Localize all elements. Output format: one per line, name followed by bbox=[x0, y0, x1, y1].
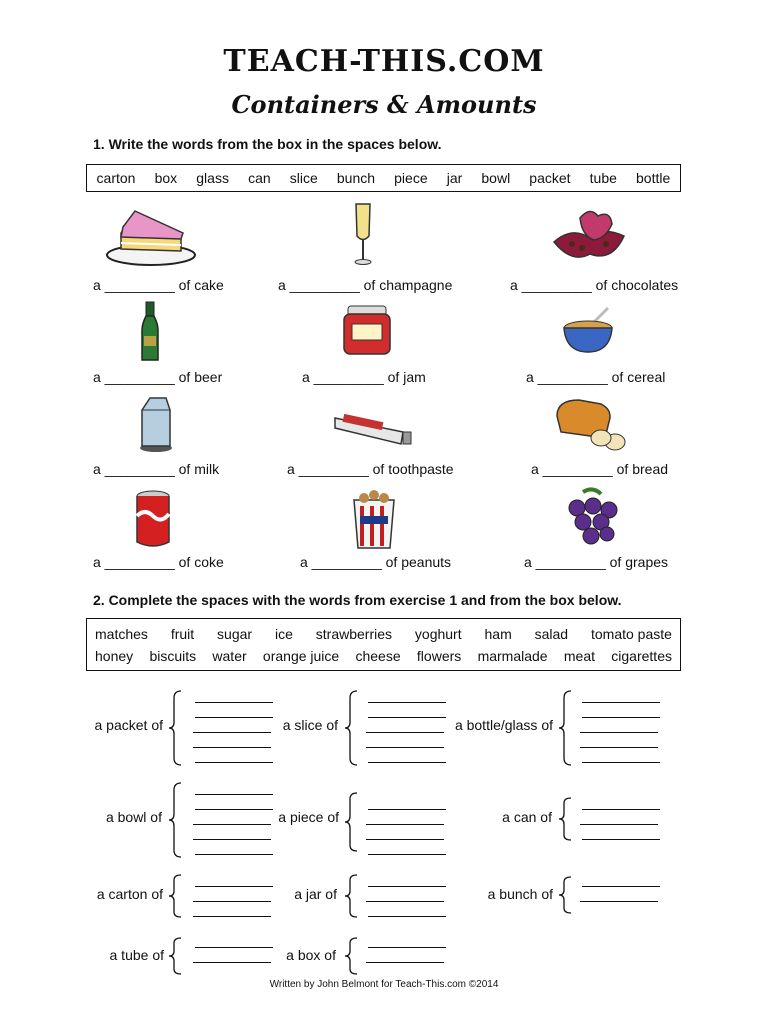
word-box-item: flowers bbox=[416, 648, 462, 664]
answer-line[interactable] bbox=[580, 747, 658, 748]
answer-line[interactable] bbox=[193, 962, 271, 963]
answer-line[interactable] bbox=[368, 916, 446, 917]
answer-line[interactable] bbox=[195, 762, 273, 763]
brace-icon bbox=[168, 937, 182, 975]
word-box-item: marmalade bbox=[477, 648, 548, 664]
word-box-item: carton bbox=[96, 170, 136, 186]
word-box-item: cigarettes bbox=[611, 648, 672, 664]
group-label-bunch: a bunch of bbox=[487, 886, 553, 902]
word-box-item: bottle bbox=[636, 170, 671, 186]
bread-loaf-icon bbox=[543, 392, 643, 462]
grapes-bunch-icon bbox=[543, 486, 643, 556]
cereal-bowl-icon bbox=[540, 302, 640, 372]
jam-jar-icon bbox=[318, 300, 418, 370]
word-box-item: fruit bbox=[170, 626, 195, 642]
answer-line[interactable] bbox=[195, 702, 273, 703]
answer-line[interactable] bbox=[580, 824, 658, 825]
answer-line[interactable] bbox=[582, 809, 660, 810]
group-label-tube: a tube of bbox=[109, 947, 164, 963]
brace-icon bbox=[344, 874, 358, 918]
toothpaste-tube-icon bbox=[325, 398, 425, 468]
answer-line[interactable] bbox=[366, 962, 444, 963]
group-label-jar: a jar of bbox=[294, 886, 337, 902]
milk-carton-icon bbox=[108, 392, 208, 462]
coke-can-icon bbox=[103, 486, 203, 556]
group-label-carton: a carton of bbox=[96, 886, 163, 902]
footer-credit: Written by John Belmont for Teach-This.com ©2014 bbox=[269, 979, 499, 990]
word-box-item: bowl bbox=[481, 170, 511, 186]
champagne-glass-icon bbox=[318, 198, 408, 268]
exercise1-phrase: a _________ of grapes bbox=[524, 554, 669, 570]
answer-line[interactable] bbox=[193, 839, 271, 840]
brace-icon bbox=[168, 782, 182, 858]
exercise1-phrase: a _________ of bread bbox=[531, 461, 669, 477]
answer-line[interactable] bbox=[193, 747, 271, 748]
chocolate-box-icon bbox=[542, 204, 642, 274]
exercise1-phrase: a _________ of peanuts bbox=[300, 554, 452, 570]
word-box-item: strawberries bbox=[315, 626, 393, 642]
word-box-item: biscuits bbox=[149, 648, 197, 664]
word-box-item: orange juice bbox=[262, 648, 340, 664]
answer-line[interactable] bbox=[582, 717, 660, 718]
answer-line[interactable] bbox=[368, 809, 446, 810]
answer-line[interactable] bbox=[582, 886, 660, 887]
brace-icon bbox=[558, 876, 572, 914]
exercise1-phrase: a _________ of coke bbox=[93, 554, 224, 570]
answer-line[interactable] bbox=[193, 901, 271, 902]
answer-line[interactable] bbox=[195, 886, 273, 887]
answer-line[interactable] bbox=[368, 854, 446, 855]
word-box-item: slice bbox=[289, 170, 318, 186]
answer-line[interactable] bbox=[195, 717, 273, 718]
word-box-item: cheese bbox=[355, 648, 401, 664]
group-label-bowl: a bowl of bbox=[105, 809, 162, 825]
brace-icon bbox=[344, 937, 358, 975]
exercise2-word-box bbox=[86, 618, 681, 671]
answer-line[interactable] bbox=[368, 762, 446, 763]
answer-line[interactable] bbox=[368, 702, 446, 703]
word-box-item: tomato paste bbox=[590, 626, 672, 642]
brace-icon bbox=[344, 690, 358, 766]
answer-line[interactable] bbox=[193, 732, 271, 733]
answer-line[interactable] bbox=[193, 824, 271, 825]
worksheet-title: Containers & Amounts bbox=[231, 90, 537, 119]
answer-line[interactable] bbox=[366, 839, 444, 840]
answer-line[interactable] bbox=[582, 702, 660, 703]
brace-icon bbox=[168, 874, 182, 918]
exercise2-instruction: 2. Complete the spaces with the words from exercise 1 and from the box below. bbox=[93, 592, 622, 608]
word-box-item: sugar bbox=[217, 626, 253, 642]
word-box-item: meat bbox=[563, 648, 595, 664]
group-label-piece: a piece of bbox=[278, 809, 339, 825]
word-box-item: piece bbox=[394, 170, 428, 186]
exercise1-phrase: a _________ of milk bbox=[93, 461, 220, 477]
exercise1-phrase: a _________ of jam bbox=[302, 369, 426, 385]
word-box-item: jar bbox=[446, 170, 463, 186]
answer-line[interactable] bbox=[580, 732, 658, 733]
answer-line[interactable] bbox=[195, 809, 273, 810]
group-label-slice: a slice of bbox=[282, 717, 338, 733]
cake-slice-icon bbox=[103, 205, 203, 275]
answer-line[interactable] bbox=[366, 732, 444, 733]
answer-line[interactable] bbox=[582, 839, 660, 840]
answer-line[interactable] bbox=[366, 747, 444, 748]
brace-icon bbox=[344, 792, 358, 852]
word-box-item: yoghurt bbox=[414, 626, 462, 642]
site-title: TEACH-THIS.COM bbox=[223, 44, 545, 79]
beer-bottle-icon bbox=[108, 298, 208, 368]
word-box-item: box bbox=[154, 170, 178, 186]
group-label-bottle-glass: a bottle/glass of bbox=[454, 717, 553, 733]
brace-icon bbox=[558, 797, 572, 841]
answer-line[interactable] bbox=[193, 916, 271, 917]
brace-icon bbox=[558, 690, 572, 766]
answer-line[interactable] bbox=[368, 717, 446, 718]
word-box-item: glass bbox=[196, 170, 229, 186]
word-box-item: can bbox=[248, 170, 271, 186]
answer-line[interactable] bbox=[582, 762, 660, 763]
answer-line[interactable] bbox=[368, 886, 446, 887]
answer-line[interactable] bbox=[368, 947, 446, 948]
exercise1-word-box bbox=[86, 164, 681, 192]
exercise1-phrase: a _________ of chocolates bbox=[510, 277, 679, 293]
exercise1-phrase: a _________ of beer bbox=[93, 369, 223, 385]
exercise1-phrase: a _________ of champagne bbox=[278, 277, 453, 293]
group-label-box: a box of bbox=[286, 947, 336, 963]
word-box-item: bunch bbox=[336, 170, 376, 186]
word-box-item: ice bbox=[274, 626, 293, 642]
word-box-item: water bbox=[212, 648, 247, 664]
answer-line[interactable] bbox=[195, 854, 273, 855]
word-box-item: packet bbox=[529, 170, 571, 186]
peanuts-packet-icon bbox=[324, 486, 424, 556]
exercise1-phrase: a _________ of cereal bbox=[526, 369, 666, 385]
word-box-item: tube bbox=[589, 170, 617, 186]
answer-line[interactable] bbox=[366, 824, 444, 825]
word-box-item: ham bbox=[484, 626, 512, 642]
exercise1-instruction: 1. Write the words from the box in the spaces below. bbox=[93, 136, 442, 152]
answer-line[interactable] bbox=[580, 901, 658, 902]
exercise1-phrase: a _________ of toothpaste bbox=[287, 461, 454, 477]
word-box-item: matches bbox=[95, 626, 148, 642]
word-box-item: salad bbox=[534, 626, 569, 642]
exercise1-phrase: a _________ of cake bbox=[93, 277, 224, 293]
group-label-can: a can of bbox=[502, 809, 552, 825]
group-label-packet: a packet of bbox=[94, 717, 163, 733]
answer-line[interactable] bbox=[366, 901, 444, 902]
answer-line[interactable] bbox=[195, 794, 273, 795]
word-box-item: honey bbox=[95, 648, 134, 664]
brace-icon bbox=[168, 690, 182, 766]
answer-line[interactable] bbox=[195, 947, 273, 948]
